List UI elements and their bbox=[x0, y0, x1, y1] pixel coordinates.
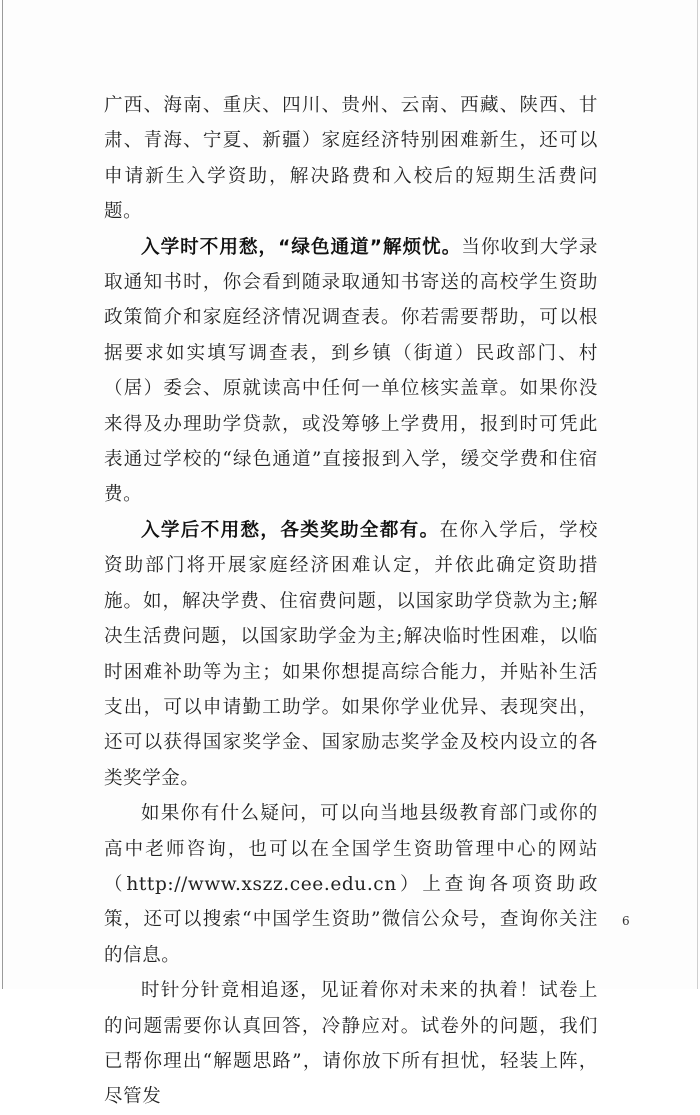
page-edge-right bbox=[697, 0, 698, 989]
paragraph-scholarships bbox=[104, 513, 598, 796]
paragraph-text: 在你入学后，学校资助部门将开展家庭经济困难认定，并依此确定资助措施。如，解决学费、住宿费问题，以国家助学贷款为主;解决生活费问题，以国家助学金为主;解决临时性困难，以临时困难补助等为主；如果你想提高综合能力，并贴补生活支出，可以申请勤工助学。如果你学业优异、表现突出，还可以获得国家奖学金、国家励志奖学金及校内设立的各类奖学金。 bbox=[104, 519, 598, 789]
paragraph-inquiries bbox=[104, 796, 598, 973]
paragraph-continuation bbox=[104, 88, 598, 230]
paragraph-heading: 入学后不用愁，各类奖助全都有。 bbox=[141, 519, 440, 541]
page-edge-left bbox=[2, 0, 3, 989]
paragraph-closing bbox=[104, 973, 598, 1115]
paragraph-green-channel bbox=[104, 230, 598, 513]
document-body bbox=[104, 88, 598, 1115]
paragraph-text: 时针分针竟相追逐，见证着你对未来的执着！试卷上的问题需要你认真回答，冷静应对。试卷外的问题，我们已帮你理出“解题思路”，请你放下所有担忧，轻装上阵，尽管发 bbox=[104, 980, 598, 1108]
paragraph-heading: 入学时不用愁，“绿色通道”解烦忧。 bbox=[141, 236, 462, 258]
paragraph-text: 广西、海南、重庆、四川、贵州、云南、西藏、陕西、甘肃、青海、宁夏、新疆）家庭经济特别困难新生，还可以申请新生入学资助，解决路费和入校后的短期生活费问题。 bbox=[104, 95, 598, 223]
paragraph-text: 如果你有什么疑问，可以向当地县级教育部门或你的高中老师咨询，也可以在全国学生资助管理中心的网站（http://www.xszz.cee.edu.cn）上查询各项资助政策，还可以搜索“中国学生资助”微信公众号，查询你关注的信息。 bbox=[104, 803, 598, 966]
page-number: 6 bbox=[622, 914, 630, 928]
paragraph-text: 当你收到大学录取通知书时，你会看到随录取通知书寄送的高校学生资助政策简介和家庭经济情况调查表。你若需要帮助，可以根据要求如实填写调查表，到乡镇（街道）民政部门、村（居）委会、原就读高中任何一单位核实盖章。如果你没来得及办理助学贷款，或没筹够上学费用，报到时可凭此表通过学校的“绿色通道”直接报到入学，缓交学费和住宿费。 bbox=[104, 236, 598, 506]
